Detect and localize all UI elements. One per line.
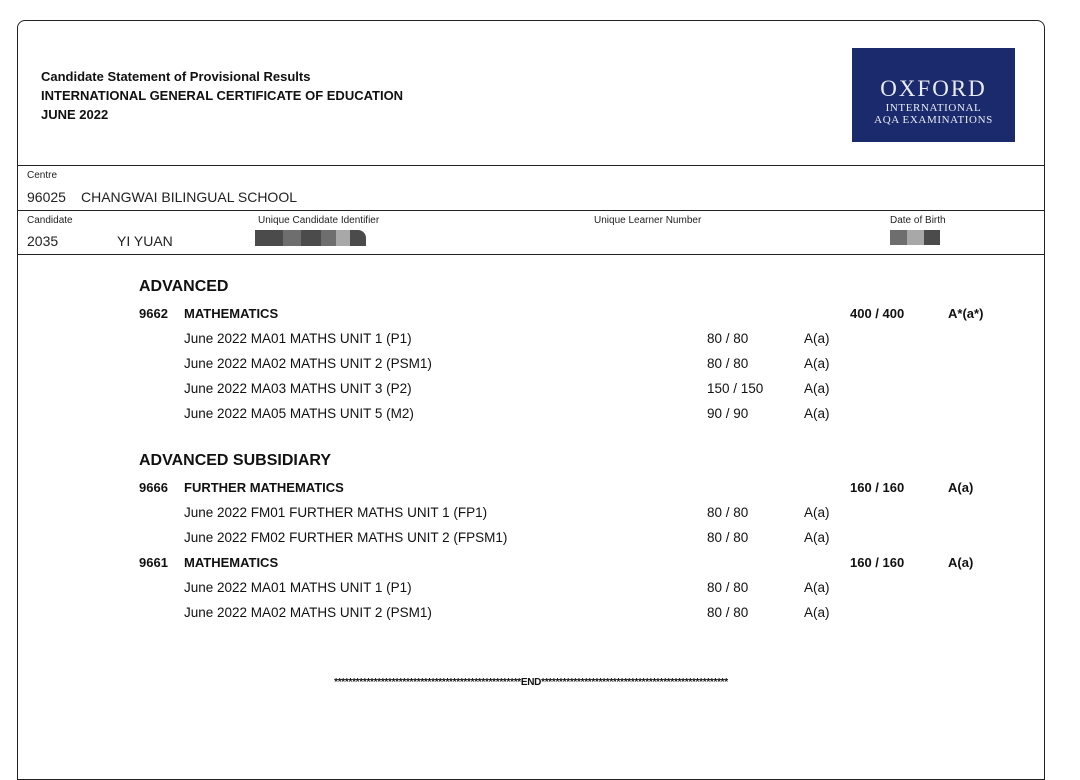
unit-mark: 150 / 150 <box>707 381 764 396</box>
unit-mark: 80 / 80 <box>707 356 749 371</box>
divider <box>18 165 1044 166</box>
subject-name: MATHEMATICS <box>184 555 279 570</box>
unit-name: June 2022 MA02 MATHS UNIT 2 (PSM1) <box>184 605 432 620</box>
subject-grade: A(a) <box>948 555 974 570</box>
candidate-number: 2035 <box>27 233 59 249</box>
unit-grade: A(a) <box>804 605 830 620</box>
unit-mark: 80 / 80 <box>707 331 749 346</box>
unit-mark: 90 / 90 <box>707 406 749 421</box>
unit-mark: 80 / 80 <box>707 530 749 545</box>
centre-name: CHANGWAI BILINGUAL SCHOOL <box>81 189 298 205</box>
results-statement-sheet <box>17 20 1045 780</box>
section-title: ADVANCED SUBSIDIARY <box>139 452 332 469</box>
unit-name: June 2022 MA01 MATHS UNIT 1 (P1) <box>184 580 412 595</box>
subject-mark: 160 / 160 <box>850 555 905 570</box>
logo-wordmark: OXFORD <box>880 76 987 101</box>
unit-name: June 2022 MA01 MATHS UNIT 1 (P1) <box>184 331 412 346</box>
unit-name: June 2022 FM01 FURTHER MATHS UNIT 1 (FP1) <box>184 505 488 520</box>
oxford-aqa-logo <box>852 48 1015 142</box>
subject-code: 9666 <box>139 480 168 495</box>
exam-session: JUNE 2022 <box>41 107 109 122</box>
subject-mark: 160 / 160 <box>850 480 905 495</box>
divider <box>18 210 1044 211</box>
unit-grade: A(a) <box>804 530 830 545</box>
qualification-title: INTERNATIONAL GENERAL CERTIFICATE OF EDUCATION <box>41 88 404 103</box>
candidate-name: YI YUAN <box>117 233 173 249</box>
statement-title: Candidate Statement of Provisional Results <box>41 69 311 84</box>
unit-name: June 2022 MA03 MATHS UNIT 3 (P2) <box>184 381 412 396</box>
unit-grade: A(a) <box>804 331 830 346</box>
unit-grade: A(a) <box>804 505 830 520</box>
dob-label: Date of Birth <box>890 215 946 226</box>
subject-name: MATHEMATICS <box>184 306 279 321</box>
uln-label: Unique Learner Number <box>594 215 702 226</box>
logo-subline-2: AQA EXAMINATIONS <box>874 114 993 126</box>
centre-label: Centre <box>27 170 58 181</box>
subject-code: 9661 <box>139 555 168 570</box>
centre-number: 96025 <box>27 189 66 205</box>
section-title: ADVANCED <box>139 278 229 295</box>
candidate-label: Candidate <box>27 215 73 226</box>
unit-name: June 2022 MA05 MATHS UNIT 5 (M2) <box>184 406 414 421</box>
unit-grade: A(a) <box>804 406 830 421</box>
subject-mark: 400 / 400 <box>850 306 905 321</box>
divider <box>18 254 1044 255</box>
unit-grade: A(a) <box>804 381 830 396</box>
logo-subline-1: INTERNATIONAL <box>885 102 982 114</box>
subject-grade: A*(a*) <box>948 306 984 321</box>
unit-name: June 2022 MA02 MATHS UNIT 2 (PSM1) <box>184 356 432 371</box>
unit-grade: A(a) <box>804 356 830 371</box>
unit-mark: 80 / 80 <box>707 605 749 620</box>
statement-heading <box>41 67 403 124</box>
subject-name: FURTHER MATHEMATICS <box>184 480 344 495</box>
unit-grade: A(a) <box>804 580 830 595</box>
end-marker: ****************************************************END**************************************************** <box>334 677 728 688</box>
subject-grade: A(a) <box>948 480 974 495</box>
subject-code: 9662 <box>139 306 168 321</box>
unit-mark: 80 / 80 <box>707 505 749 520</box>
unit-name: June 2022 FM02 FURTHER MATHS UNIT 2 (FPSM1) <box>184 530 508 545</box>
uci-label: Unique Candidate Identifier <box>258 215 380 226</box>
unit-mark: 80 / 80 <box>707 580 749 595</box>
